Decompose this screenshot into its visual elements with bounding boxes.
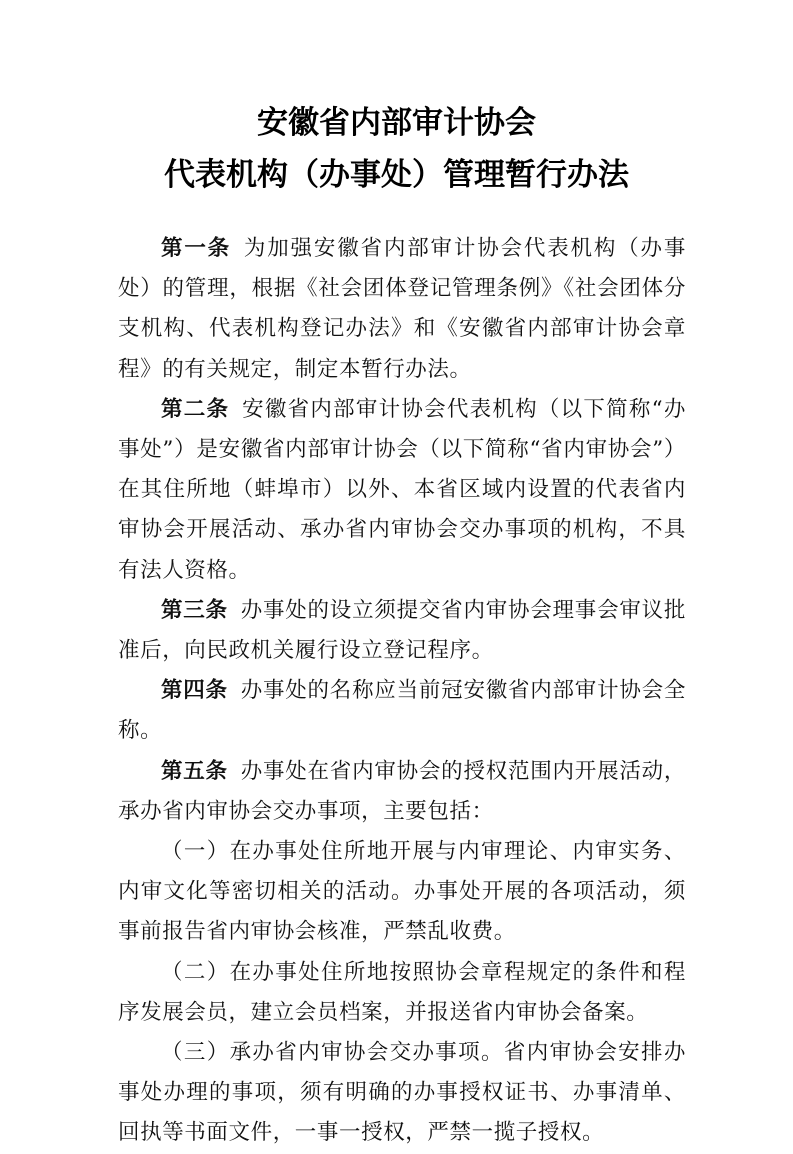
article-5-item-1-text: （一）在办事处住所地开展与内审理论、内审实务、内审文化等密切相关的活动。办事处开展的各项活动，须事前报告省内审协会核准，严禁乱收费。 (118, 839, 686, 945)
article-5-item-2-text: （二）在办事处住所地按照协会章程规定的条件和程序发展会员，建立会员档案，并报送省内审协会备案。 (118, 959, 686, 1025)
document-body (118, 229, 686, 1154)
article-5-item-3 (118, 1033, 686, 1154)
article-5 (118, 752, 686, 832)
article-2 (118, 390, 686, 591)
article-1-label: 第一条 (161, 236, 231, 261)
article-3-text: 办事处的设立须提交省内审协会理事会审议批准后，向民政机关履行设立登记程序。 (118, 597, 686, 664)
article-3 (118, 591, 686, 671)
document-title-line1: 安徽省内部审计协会 (257, 105, 536, 141)
article-2-label: 第二条 (161, 396, 230, 422)
article-4-label: 第四条 (161, 678, 228, 704)
article-3-label: 第三条 (161, 597, 228, 623)
article-1-text: 为加强安徽省内部审计协会代表机构（办事处）的管理，根据《社会团体登记管理条例》《社会团体分支机构、代表机构登记办法》和《安徽省内部审计协会章程》的有关规定，制定本暂行办法。 (118, 236, 686, 382)
document-title-line2: 代表机构（办事处）管理暂行办法 (164, 157, 629, 193)
article-5-item-3-text: （三）承办省内审协会交办事项。省内审协会安排办事处办理的事项，须有明确的办事授权证书、办事清单、回执等书面文件，一事一授权，严禁一揽子授权。 (118, 1040, 686, 1146)
article-1 (118, 229, 686, 390)
article-5-item-2 (118, 953, 686, 1033)
article-2-text: 安徽省内部审计协会代表机构（以下简称“办事处”）是安徽省内部审计协会（以下简称“省内审协会”）在其住所地（蚌埠市）以外、本省区域内设置的代表省内审协会开展活动、承办省内审协会交办事项的机构，不具有法人资格。 (118, 396, 686, 583)
article-5-text: 办事处在省内审协会的授权范围内开展活动，承办省内审协会交办事项，主要包括： (118, 758, 686, 824)
article-5-item-1 (118, 832, 686, 953)
article-5-label: 第五条 (161, 758, 228, 784)
article-4-text: 办事处的名称应当前冠安徽省内部审计协会全称。 (118, 678, 686, 744)
article-4 (118, 671, 686, 751)
